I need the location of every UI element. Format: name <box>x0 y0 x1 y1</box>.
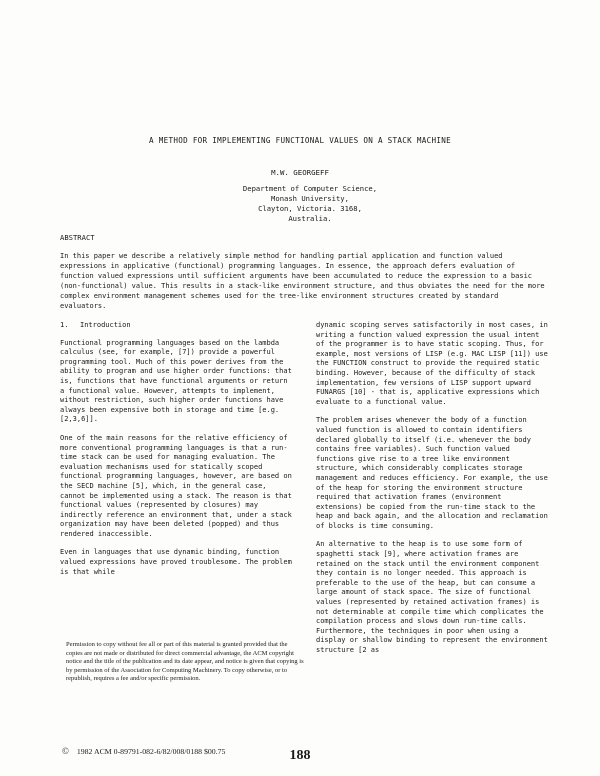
copyright-symbol: © <box>62 746 69 756</box>
author-name: M.W. GEORGEFF <box>271 168 329 177</box>
right-column <box>316 321 548 665</box>
body-paragraph: The problem arises whenever the body of a function valued function is allowed to contain identifiers declared globally to itself (i.e. whenever the body contains free variables). Such function valued functions give rise to a tree like environment structure, which considerably complicates storage management and reduces efficiency. For example, the use of the heap for storing the environment structure required that activation frames (environment extensions) be copied from the run-time stack to the heap and back again, and the allocation and reclamation of blocks is time consuming. <box>316 416 548 530</box>
affiliation-line: Monash University, <box>271 194 349 203</box>
affiliation-line: Clayton, Victoria. 3168, <box>258 204 362 213</box>
section-heading <box>60 321 292 331</box>
affiliation-line: Australia. <box>288 214 332 223</box>
copyright-text: 1982 ACM 0-89791-082-6/82/008/0188 $00.75 <box>76 747 226 756</box>
left-column <box>60 321 292 586</box>
author-affiliation <box>160 184 460 224</box>
body-paragraph: dynamic scoping serves satisfactorily in most cases, in writing a function valued expression the usual intent of the programmer is to have static scoping. Thus, for example, most versions of LISP (e.g. MAC LISP [11]) use the FUNCTION construct to provide the required static binding. However, because of the difficulty of stack implementation, few versions of LISP support upward FUNARGS [10] - that is, applicative expressions which evaluate to a functional value. <box>316 321 548 406</box>
permission-notice: Permission to copy without fee all or part of this material is granted provided that the copies are not made or distributed for direct commercial advantage, the ACM copyright notice and the title of the publication and its date appear, and notice is given that copying is by permission of the Association for Computing Machinery. To copy otherwise, or to republish, requires a fee and/or specific permission. <box>66 641 304 683</box>
body-paragraph: Functional programming languages based on the lambda calculus (see, for example, [7]) provide a powerful programming tool. Much of this power derives from the ability to program and use higher order functions: that is, functions that have functional arguments or return a functional value. However, attempts to implement, without restriction, such higher order functions have always been expensive both in storage and time [e.g. [2,3,6]]. <box>60 338 292 424</box>
affiliation-line: Department of Computer Science, <box>242 184 378 193</box>
body-paragraph: An alternative to the heap is to use some form of spaghetti stack [9], where activation frames are retained on the stack until the environment component they contain is no longer needed. This approach is preferable to the use of the heap, but can consume a large amount of stack space. The size of functional values (represented by retained activation frames) is not determinable at compile time which complicates the compilation process and slows down run-time calls. Furthermore, the techniques in poor when using a display or shallow binding to represent the environment structure [2 as <box>316 540 548 654</box>
section-title: Introduction <box>80 321 131 329</box>
abstract-heading: ABSTRACT <box>60 233 95 242</box>
paper-title: A METHOD FOR IMPLEMENTING FUNCTIONAL VALUES ON A STACK MACHINE <box>148 136 452 145</box>
page-number: 188 <box>289 748 311 763</box>
body-paragraph: Even in languages that use dynamic binding, function valued expressions have proved troublesome. The problem is that while <box>60 548 292 576</box>
section-number: 1. <box>60 321 69 329</box>
body-paragraph: One of the main reasons for the relative efficiency of more conventional programming languages is that a run-time stack can be used for managing evaluation. The evaluation mechanisms used for statically scoped functional programming languages, however, are based on the SECD machine [5], which, in the general case, cannot be implemented using a stack. The reason is that functional values (represented by closures) may indirectly reference an environment that, under a stack organization may have been deleted (popped) and thus rendered inaccessible. <box>60 433 292 538</box>
abstract-body: In this paper we describe a relatively simple method for handling partial application and function valued expressions in applicative (functional) programming languages. In essence, the approach defers evaluation of function valued expressions until sufficient arguments have been accumulated to reduce the expression to a basic (non-functional) value. This results in a stack-like environment structure, and thus obviates the need for the more complex environment management schemes used for the tree-like environment structures created by standard evaluators. <box>60 252 545 310</box>
